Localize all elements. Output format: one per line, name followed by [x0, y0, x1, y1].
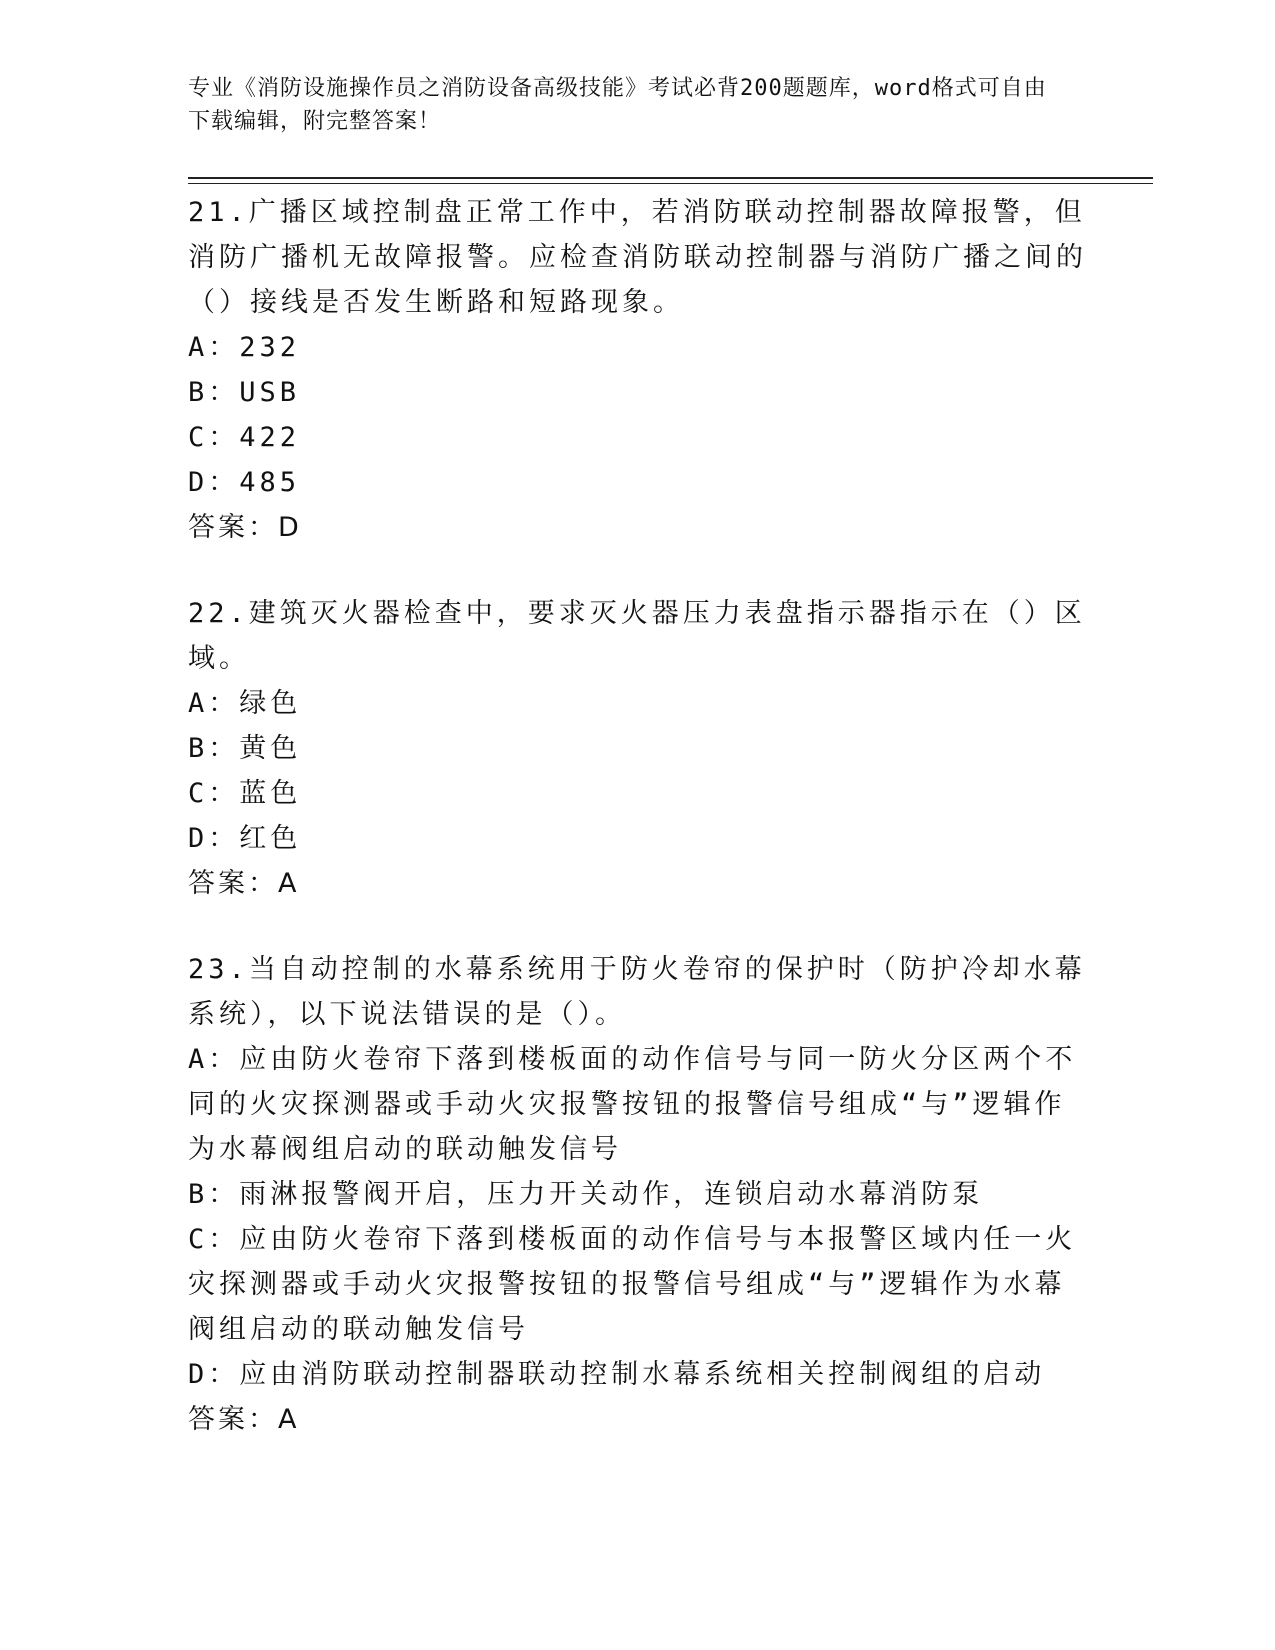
option-c: C：422 [188, 422, 301, 453]
option-d: D：红色 [188, 823, 302, 854]
header-divider-thick [188, 177, 1153, 179]
header-divider-thin [188, 183, 1153, 184]
document-header: 专业《消防设施操作员之消防设备高级技能》考试必背200题题库，word格式可自由下载编辑，附完整答案！ [188, 76, 1047, 134]
option-d: D：应由消防联动控制器联动控制水幕系统相关控制阀组的启动 [188, 1359, 1046, 1390]
question-21 [188, 190, 1088, 550]
option-a: A：绿色 [188, 688, 302, 719]
question-text: 21.广播区域控制盘正常工作中，若消防联动控制器故障报警，但消防广播机无故障报警。应检查消防联动控制器与消防广播之间的（）接线是否发生断路和短路现象。 [188, 197, 1087, 318]
option-a: A：应由防火卷帘下落到楼板面的动作信号与同一防火分区两个不同的火灾探测器或手动火灾报警按钮的报警信号组成“与”逻辑作为水幕阀组启动的联动触发信号 [188, 1044, 1077, 1165]
option-b: B：黄色 [188, 733, 302, 764]
answer-label: 答案：A [188, 868, 300, 899]
option-b: B：USB [188, 377, 301, 408]
option-c: C：蓝色 [188, 778, 302, 809]
question-23 [188, 947, 1088, 1442]
question-22 [188, 591, 1088, 906]
answer-label: 答案：D [188, 512, 302, 543]
option-a: A：232 [188, 332, 301, 363]
option-b: B：雨淋报警阀开启，压力开关动作，连锁启动水幕消防泵 [188, 1179, 984, 1210]
question-list [188, 190, 1088, 1483]
answer-label: 答案：A [188, 1404, 300, 1435]
question-text: 23.当自动控制的水幕系统用于防火卷帘的保护时（防护冷却水幕系统），以下说法错误的是（）。 [188, 954, 1086, 1030]
option-d: D：485 [188, 467, 301, 498]
option-c: C：应由防火卷帘下落到楼板面的动作信号与本报警区域内任一火灾探测器或手动火灾报警按钮的报警信号组成“与”逻辑作为水幕阀组启动的联动触发信号 [188, 1224, 1077, 1345]
question-text: 22.建筑灭火器检查中，要求灭火器压力表盘指示器指示在（）区域。 [188, 598, 1086, 674]
